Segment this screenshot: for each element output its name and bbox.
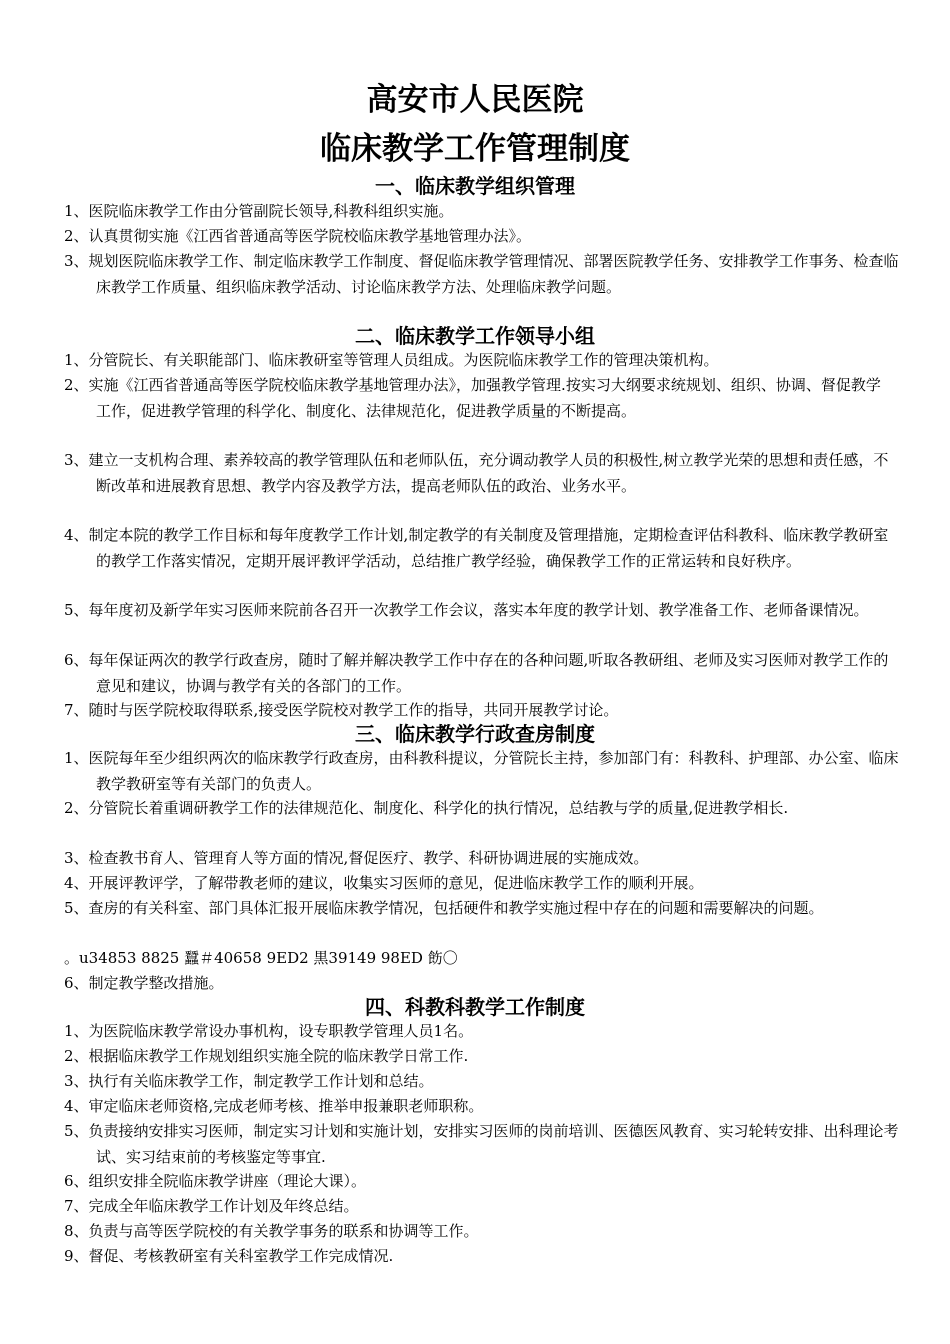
list-item: 5、查房的有关科室、部门具体汇报开展临床教学情况，包括硬件和教学实施过程中存在的问题和需要解决的问题。 — [64, 899, 824, 917]
section-heading: 四、科教科教学工作制度 — [365, 995, 585, 1019]
list-item: 9、督促、考核教研室有关科室教学工作完成情况. — [64, 1247, 394, 1265]
list-item: 4、审定临床老师资格,完成老师考核、推举申报兼职老师职称。 — [64, 1097, 484, 1115]
list-item: 1、为医院临床教学常设办事机构，设专职教学管理人员1名。 — [64, 1022, 474, 1040]
list-item: 2、根据临床教学工作规划组织实施全院的临床教学日常工作. — [64, 1047, 469, 1065]
list-item: 3、执行有关临床教学工作，制定教学工作计划和总结。 — [64, 1072, 434, 1090]
list-item: 6、组织安排全院临床教学讲座（理论大课）。 — [64, 1172, 367, 1190]
list-item: 3、建立一支机构合理、素养较高的教学管理队伍和老师队伍，充分调动教学人员的积极性,树立教学光荣的思想和责任感，不断改革和进展教育思想、教学内容及教学方法，提高老师队伍的政治、业务水平。 — [64, 451, 889, 495]
list-item: 2、实施《江西省普通高等医学院校临床教学基地管理办法》，加强教学管理.按实习大纲要求统规划、组织、协调、督促教学工作，促进教学管理的科学化、制度化、法律规范化，促进教学质量的不断提高。 — [64, 376, 881, 420]
list-item: 3、检查教书育人、管理育人等方面的情况,督促医疗、教学、科研协调进展的实施成效。 — [64, 849, 649, 867]
list-item: 7、完成全年临床教学工作计划及年终总结。 — [64, 1197, 359, 1215]
list-item: 8、负责与高等医学院校的有关教学事务的联系和协调等工作。 — [64, 1222, 479, 1240]
section-heading: 三、临床教学行政查房制度 — [355, 722, 595, 746]
list-item: 4、开展评教评学，了解带教老师的建议，收集实习医师的意见，促进临床教学工作的顺利开展。 — [64, 874, 704, 892]
list-item: 1、医院临床教学工作由分管副院长领导,科教科组织实施。 — [64, 202, 454, 220]
list-item: 2、认真贯彻实施《江西省普通高等医学院校临床教学基地管理办法》。 — [64, 227, 532, 245]
garbled-text-line: 。u34853 8825 蠶＃40658 9ED2 黒39149 98ED 飭〇 — [64, 949, 458, 967]
list-item: 6、制定教学整改措施。 — [64, 974, 224, 992]
list-item: 3、规划医院临床教学工作、制定临床教学工作制度、督促临床教学管理情况、部署医院教学任务、安排教学工作事务、检查临床教学工作质量、组织临床教学活动、讨论临床教学方法、处理临床教学问题。 — [64, 252, 899, 296]
list-item: 6、每年保证两次的教学行政查房，随时了解并解决教学工作中存在的各种问题,听取各教研组、老师及实习医师对教学工作的意见和建议，协调与教学有关的各部门的工作。 — [64, 651, 889, 695]
list-item: 5、负责接纳安排实习医师，制定实习计划和实施计划，安排实习医师的岗前培训、医德医风教育、实习轮转安排、出科理论考试、实习结束前的考核鉴定等事宜. — [64, 1122, 899, 1166]
list-item: 5、每年度初及新学年实习医师来院前各召开一次教学工作会议，落实本年度的教学计划、教学准备工作、老师备课情况。 — [64, 601, 869, 619]
section-heading: 二、临床教学工作领导小组 — [355, 324, 595, 348]
list-item: 7、随时与医学院校取得联系,接受医学院校对教学工作的指导，共同开展教学讨论。 — [64, 701, 619, 719]
list-item: 4、制定本院的教学工作目标和每年度教学工作计划,制定教学的有关制度及管理措施，定期检查评估科教科、临床教学教研室的教学工作落实情况，定期开展评教评学活动，总结推广教学经验，确保教学工作的正常运转和良好秩序。 — [64, 526, 889, 570]
list-item: 1、医院每年至少组织两次的临床教学行政查房，由科教科提议，分管院长主持，参加部门有：科教科、护理部、办公室、临床教学教研室等有关部门的负责人。 — [64, 749, 899, 793]
document-title: 临床教学工作管理制度 — [320, 131, 630, 167]
list-item: 1、分管院长、有关职能部门、临床教研室等管理人员组成。为医院临床教学工作的管理决策机构。 — [64, 351, 719, 369]
list-item: 2、分管院长着重调研教学工作的法律规范化、制度化、科学化的执行情况，总结教与学的质量,促进教学相长. — [64, 799, 789, 817]
hospital-title: 高安市人民医院 — [366, 82, 584, 118]
section-heading: 一、临床教学组织管理 — [375, 174, 575, 198]
